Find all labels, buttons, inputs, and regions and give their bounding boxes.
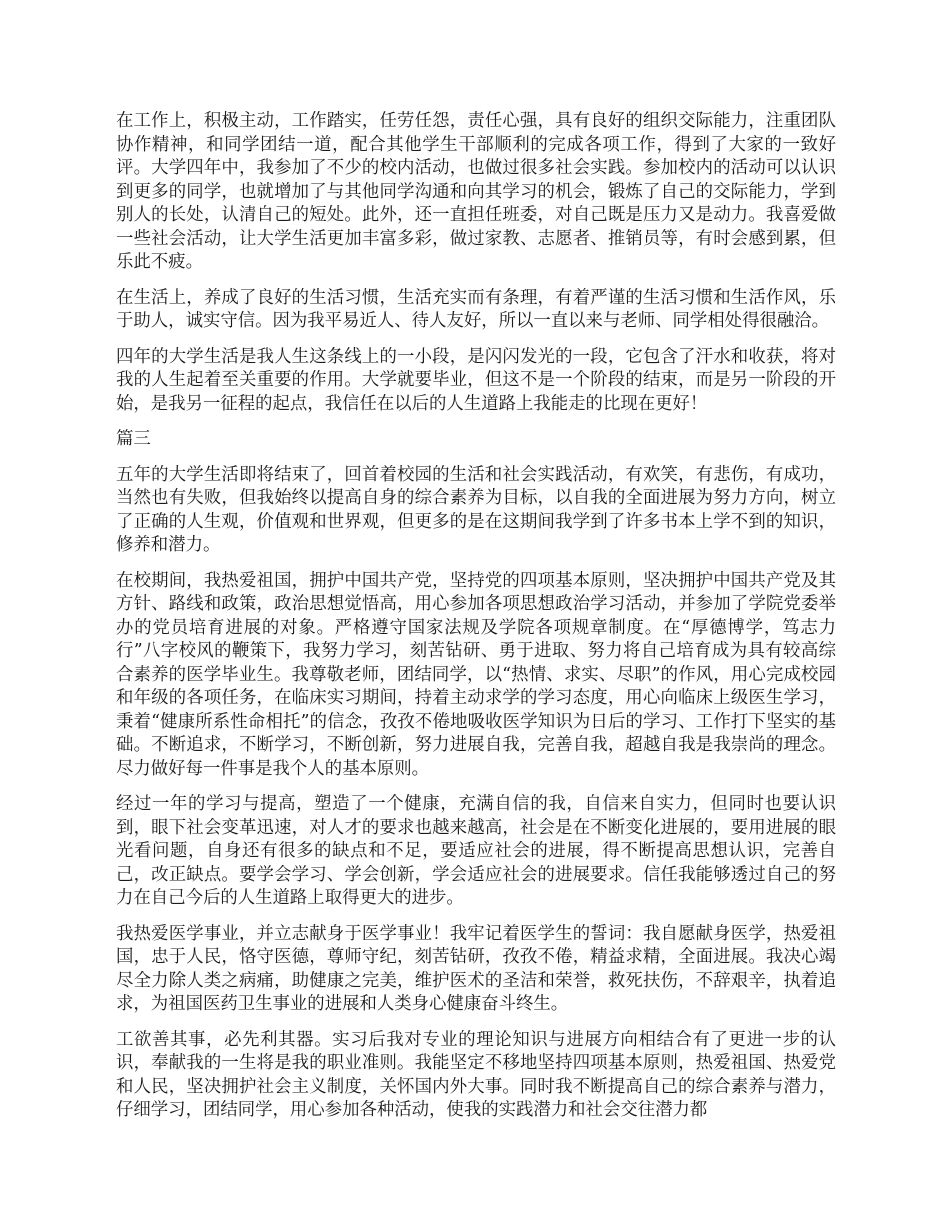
paragraph-oath: 我热爱医学事业，并立志献身于医学事业！我牢记着医学生的誓词：我自愿献身医学，热爱祖国，忠于人民，恪守医德，尊师守纪，刻苦钻研，孜孜不倦，精益求精，全面进展。我决心竭尽全力除人类之病痛，助健康之完美，维护医术的圣洁和荣誉，救死扶伤，不辞艰辛，执着追求，为祖国医药卫生事业的进展和人类身心健康奋斗终生。: [116, 923, 836, 1014]
paragraph-life: 在生活上，养成了良好的生活习惯，生活充实而有条理，有着严谨的生活习惯和生活作风，乐于助人，诚实守信。因为我平易近人、待人友好，所以一直以来与老师、同学相处得很融洽。: [116, 287, 836, 331]
paragraph-summary: 五年的大学生活即将结束了，回首着校园的生活和社会实践活动，有欢笑，有悲伤，有成功，当然也有失败，但我始终以提高自身的综合素养为目标，以自我的全面进展为努力方向，树立了正确的人生观，价值观和世界观，但更多的是在这期间我学到了许多书本上学不到的知识，修养和潜力。: [116, 464, 836, 555]
paragraph-work: 在工作上，积极主动，工作踏实，任劳任怨，责任心强，具有良好的组织交际能力，注重团队协作精神，和同学团结一道，配合其他学生干部顺利的完成各项工作，得到了大家的一致好评。大学四年中，我参加了不少的校内活动，也做过很多社会实践。参加校内的活动可以认识到更多的同学，也就增加了与其他同学沟通和向其学习的机会，锻炼了自己的交际能力，学到别人的长处，认清自己的短处。此外，还一直担任班委，对自己既是压力又是动力。我喜爱做一些社会活动，让大学生活更加丰富多彩，做过家教、志愿者、推销员等，有时会感到累，但乐此不疲。: [116, 111, 836, 272]
paragraph-school: 在校期间，我热爱祖国，拥护中国共产党，坚持党的四项基本原则，坚决拥护中国共产党及其方针、路线和政策，政治思想觉悟高，用心参加各项思想政治学习活动，并参加了学院党委举办的党员培育进展的对象。严格遵守国家法规及学院各项规章制度。在“厚德博学，笃志力行”八字校风的鞭策下，我努力学习，刻苦钻研、勇于进取、努力将自己培育成为具有较高综合素养的医学毕业生。我尊敬老师，团结同学，以“热情、求实、尽职”的作风，用心完成校园和年级的各项任务，在临床实习期间，持着主动求学的学习态度，用心向临床上级医生学习，秉着“健康所系性命相托”的信念，孜孜不倦地吸收医学知识为日后的学习、工作打下坚实的基础。不断追求，不断学习，不断创新，努力进展自我，完善自我，超越自我是我崇尚的理念。尽力做好每一件事是我个人的基本原则。: [116, 570, 836, 779]
document-body: [116, 110, 836, 1135]
section-heading: 篇三: [116, 429, 151, 449]
paragraph-conclusion: 四年的大学生活是我人生这条线上的一小段，是闪闪发光的一段，它包含了汗水和收获，将对我的人生起着至关重要的作用。大学就要毕业，但这不是一个阶段的结束，而是另一阶段的开始，是我另一征程的起点，我信任在以后的人生道路上我能走的比现在更好！: [116, 346, 836, 414]
paragraph-internship: 工欲善其事，必先利其器。实习后我对专业的理论知识与进展方向相结合有了更进一步的认识，奉献我的一生将是我的职业准则。我能坚定不移地坚持四项基本原则，热爱祖国、热爱党和人民，坚决拥护社会主义制度，关怀国内外大事。同时我不断提高自己的综合素养与潜力，仔细学习，团结同学，用心参加各种活动，使我的实践潜力和社会交往潜力都: [116, 1029, 836, 1120]
paragraph-growth: 经过一年的学习与提高，塑造了一个健康，充满自信的我，自信来自实力，但同时也要认识到，眼下社会变革迅速，对人才的要求也越来越高，社会是在不断变化进展的，要用进展的眼光看问题，自身还有很多的缺点和不足，要适应社会的进展，得不断提高思想认识，完善自己，改正缺点。要学会学习、学会创新，学会适应社会的进展要求。信任我能够透过自己的努力在自己今后的人生道路上取得更大的进步。: [116, 794, 836, 908]
